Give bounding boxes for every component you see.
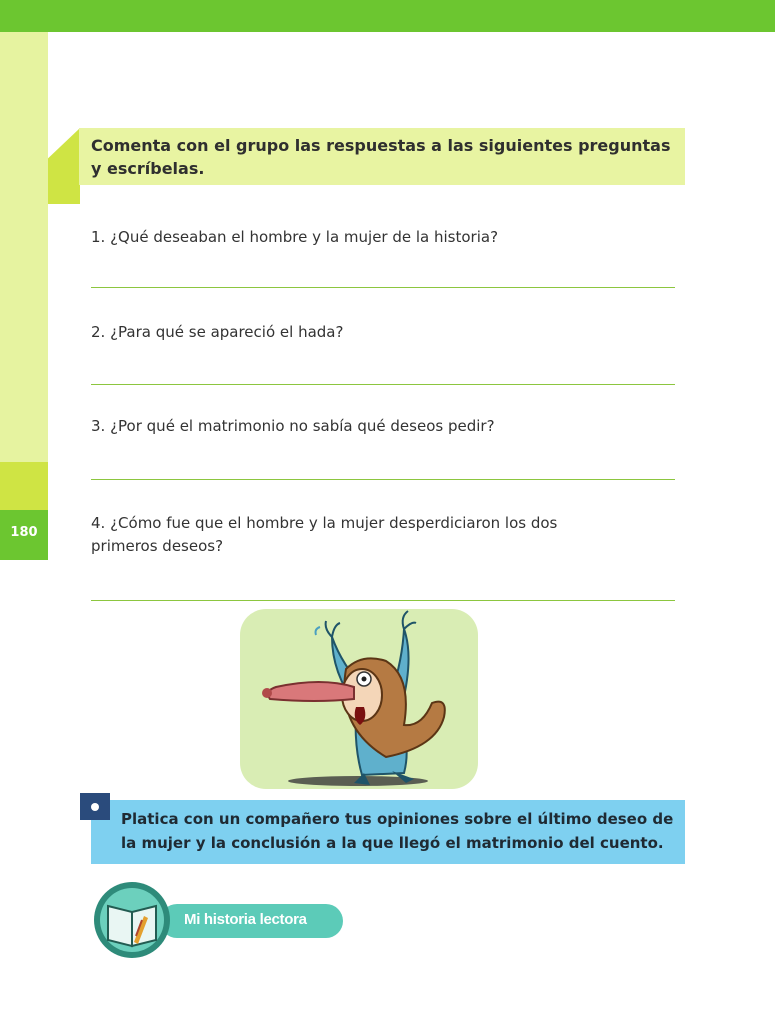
section-badge-label: Mi historia lectora (184, 911, 307, 928)
question-1: 1. ¿Qué deseaban el hombre y la mujer de la historia? (91, 228, 499, 246)
side-margin-band (0, 32, 48, 462)
answer-line-2[interactable] (91, 384, 675, 385)
question-3: 3. ¿Por qué el matrimonio no sabía qué deseos pedir? (91, 417, 495, 435)
question-4: 4. ¿Cómo fue que el hombre y la mujer desperdiciaron los dos primeros deseos? (91, 514, 558, 555)
woman-sausage-nose-illustration (236, 607, 481, 790)
page-number: 180 (10, 525, 38, 540)
discussion-text: Platica con un compañero tus opiniones sobre el último deseo de la mujer y la conclusión a la que llegó el matrimonio del cuento. (121, 810, 674, 852)
bullet-marker (80, 793, 110, 820)
book-icon (90, 876, 180, 962)
top-color-bar (0, 0, 775, 32)
side-margin-accent (0, 462, 48, 510)
instruction-tab (48, 128, 80, 204)
answer-line-4[interactable] (91, 600, 675, 601)
answer-line-1[interactable] (91, 287, 675, 288)
question-2: 2. ¿Para qué se apareció el hada? (91, 323, 344, 341)
answer-line-3[interactable] (91, 479, 675, 480)
instruction-text: Comenta con el grupo las respuestas a las siguientes preguntas y escríbelas. (91, 136, 671, 178)
section-badge (90, 876, 350, 962)
